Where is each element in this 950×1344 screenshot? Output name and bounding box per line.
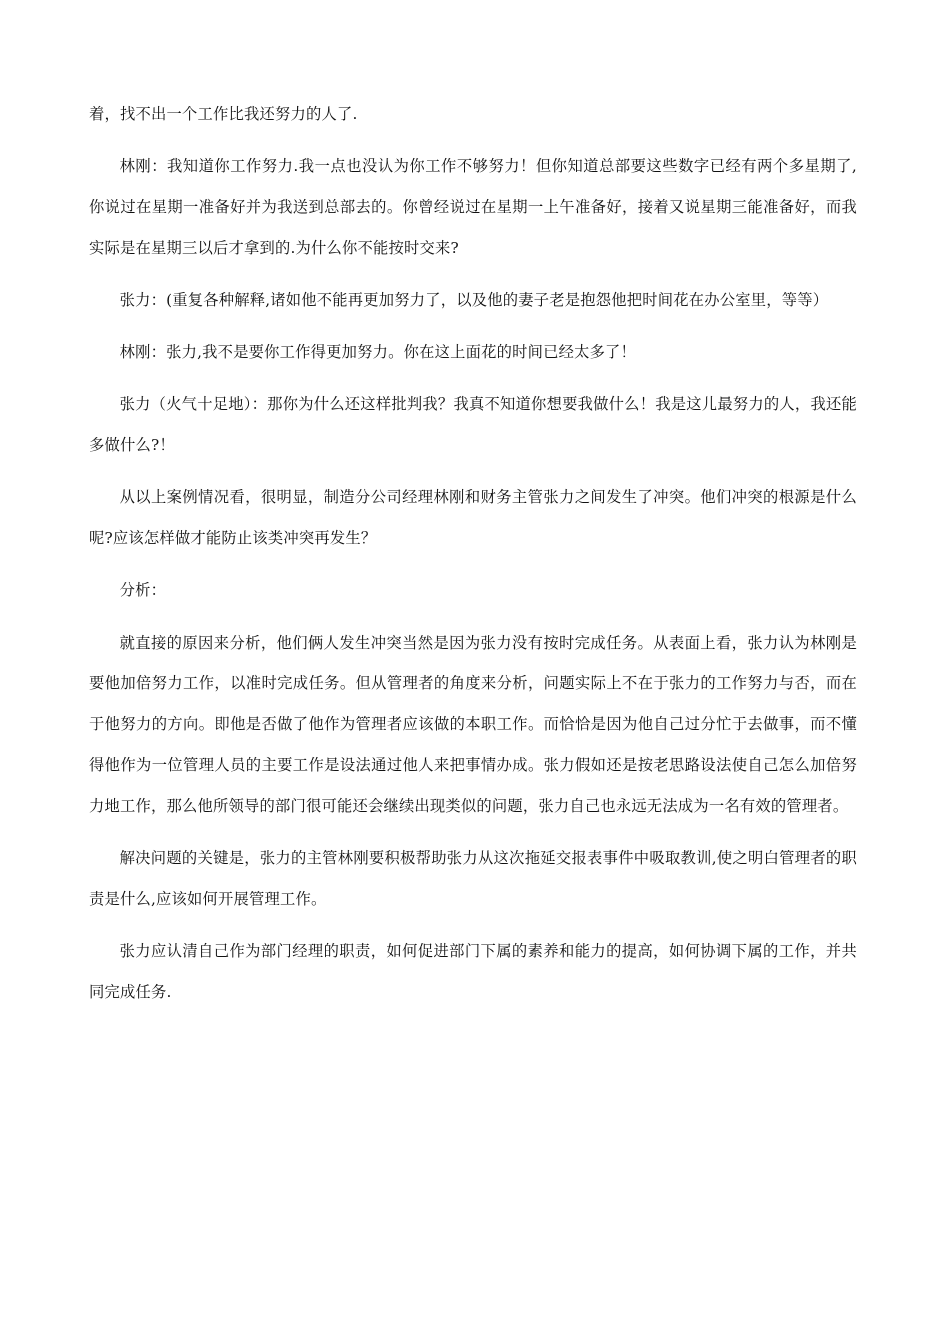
- paragraph-continuation: 着，找不出一个工作比我还努力的人了.: [89, 105, 358, 123]
- paragraph-zhang-li-angry: 张力（火气十足地）：那你为什么还这样批判我？我真不知道你想要我做什么！我是这儿最努力的人，我还能多做什么?！: [89, 395, 857, 455]
- paragraph-case-summary: 从以上案例情况看，很明显，制造分公司经理林刚和财务主管张力之间发生了冲突。他们冲突的根源是什么呢?应该怎样做才能防止该类冲突再发生？: [89, 488, 857, 548]
- paragraph-analysis-body: 就直接的原因来分析，他们俩人发生冲突当然是因为张力没有按时完成任务。从表面上看，张力认为林刚是要他加倍努力工作，以准时完成任务。但从管理者的角度来分析，问题实际上不在于张力的工作努力与否，而在于他努力的方向。即他是否做了他作为管理者应该做的本职工作。而恰恰是因为他自己过分忙于去做事，而不懂得他作为一位管理人员的主要工作是设法通过他人来把事情办成。张力假如还是按老思路设法使自己怎么加倍努力地工作，那么他所领导的部门很可能还会继续出现类似的问题，张力自己也永远无法成为一名有效的管理者。: [89, 633, 857, 815]
- paragraph-lin-gang-reply: 林刚：我知道你工作努力.我一点也没认为你工作不够努力！但你知道总部要这些数字已经有两个多星期了,你说过在星期一准备好并为我送到总部去的。你曾经说过在星期一上午准备好，接着又说星期三能准备好，而我实际是在星期三以后才拿到的.为什么你不能按时交来?: [89, 157, 857, 257]
- paragraph-manager-duties: 张力应认清自己作为部门经理的职责，如何促进部门下属的素养和能力的提高，如何协调下属的工作，并共同完成任务.: [89, 941, 857, 1001]
- paragraph-analysis-heading: 分析：: [119, 581, 167, 600]
- paragraph-key-solution: 解决问题的关键是，张力的主管林刚要积极帮助张力从这次拖延交报表事件中吸取教训,使之明白管理者的职责是什么,应该如何开展管理工作。: [89, 848, 857, 908]
- paragraph-lin-gang-response: 林刚：张力,我不是要你工作得更加努力。你在这上面花的时间已经太多了！: [119, 343, 637, 362]
- paragraph-zhang-li-explanation: 张力：(重复各种解释,诸如他不能再更加努力了，以及他的妻子老是抱怨他把时间花在办公室里，等等）: [119, 290, 829, 309]
- document-page: [89, 94, 857, 1024]
